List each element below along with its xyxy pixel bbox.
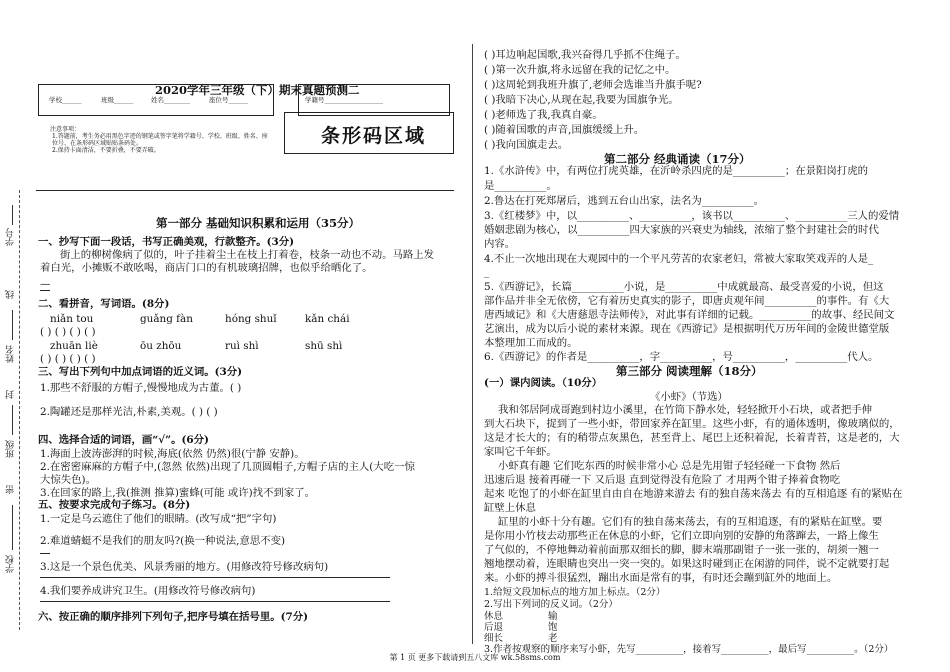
passage-line: 家叫它千年虾。 — [484, 446, 557, 458]
passage-line: 起来 吃饱了的小虾在缸里自由自在地游来游去 有的独自荡来荡去 有的互相追逐 有的紧贴在 — [484, 488, 903, 500]
p2-line: 6.《西游记》的作者是__________，字__________，号__________，__________代人。 — [484, 351, 879, 363]
info-seat[interactable]: 座位号______ — [209, 96, 248, 104]
notes-title: 注意事项： — [50, 126, 81, 133]
antonym-word: 饱 — [548, 622, 558, 633]
p2-line: 5.《西游记》，长篇__________小说，是__________中成就最高、最受喜爱的小说，但这 — [484, 281, 884, 293]
q1-answer-line — [40, 290, 50, 291]
page-title: 2020学年三年级（下）期末真题预测二 — [155, 83, 360, 97]
q5-sentence: 4.我们要养成讲究卫生。(用修改符号修改病句) — [40, 585, 256, 597]
info-name[interactable]: 姓名________ — [151, 96, 190, 104]
note-line: 位号、在条形码区域贴贴条码处。 — [52, 140, 143, 147]
q-line: 1.给短文段加标点的地方加上标点。（2分） — [484, 587, 666, 598]
q5-answer-line — [40, 553, 50, 554]
antonym-word: 休息 — [484, 611, 504, 622]
pinyin: zhuān liè — [50, 340, 98, 352]
note-line: 2.保持卡面清洁，不要折叠，不要弄破。 — [52, 147, 160, 154]
passage-line: 来。小虾的搏斗很猛烈，蹦出水面是常有的事，有时还会蹦到缸外的地面上。 — [484, 572, 838, 584]
passage-line: 这是才长大的；有的稍带点灰黑色，甚至背上、尾巴上还积着泥，长着青苔，这是老的，大 — [484, 432, 900, 444]
q3-sentence: 2.陶罐还是那样光洁,朴素,美观。( ) ( ) — [40, 406, 218, 418]
p2-line: 艺演出，成为以后小说的素材来源。现在《西游记》是根据明代万历年间的金陵世德堂版 — [484, 323, 890, 335]
q5-title: 五、按要求完成句子练习。(8分) — [38, 499, 191, 511]
barcode-area — [284, 112, 454, 154]
answer-parens[interactable]: ( ) ( ) ( ) ( ) — [40, 353, 96, 365]
pinyin: guǎng fàn — [140, 313, 193, 325]
pinyin: shū shì — [305, 340, 343, 352]
antonym-word: 细长 — [484, 633, 504, 644]
sidebar-label-student-id: 学号 — [6, 228, 16, 246]
q4-title: 四、选择合适的词语，画“√”。(6分) — [38, 434, 209, 446]
q1-text-line: 街上的柳树像病了似的，叶子挂着尘土在枝上打着卷，枝条一动也不动。马路上发 — [60, 249, 435, 261]
sidebar-label-sealed: 密 — [6, 485, 16, 494]
sidebar-label-line: 线 — [6, 290, 16, 299]
sidebar-underline — [12, 505, 13, 550]
p2-line: 婚姻悲剧为核心，以__________四大家族的兴衰史为轴线，浓缩了整个封建社会的时代 — [484, 224, 879, 236]
passage-line: 小虾真有趣 它们吃东西的时候非常小心 总是先用钳子轻轻碰一下食物 然后 — [498, 460, 841, 472]
part3-title: 第三部分 阅读理解（18分） — [616, 364, 763, 378]
p2-line: 4.不止一次地出现在大观园中的一个平凡劳苦的农家老妇，常被大家取笑戏弄的人是_ — [484, 253, 874, 265]
q-line: 2.写出下列词的反义词。（2分） — [484, 599, 618, 610]
q5-answer-line — [40, 577, 390, 578]
q1-answer-dash[interactable]: — — [40, 278, 51, 290]
p2-line: 1.《水浒传》中，有两位打虎英雄，在沂岭杀四虎的是__________；在景阳岗打虎的 — [484, 165, 868, 177]
order-item[interactable]: ( )我向国旗走去。 — [484, 139, 569, 151]
passage-line: 我和邻居阿成哥跑到村边小溪里，在竹筒下静水处，轻轻掀开小石块，或者把手伸 — [498, 404, 873, 416]
passage-line: 到大石块下，捉到了一些小虾，带回家养在缸里。这些小虾，有的通体透明，像玻璃似的， — [484, 418, 900, 430]
q3-order-line: 3.作者按观察的顺序来写小虾，先写__________，接着写__________，最后写__________。（2分） — [484, 644, 894, 655]
sidebar-label-class: 班级 — [6, 440, 16, 458]
order-item[interactable]: ( )耳边响起国歌,我兴奋得几乎抓不住绳子。 — [484, 49, 686, 61]
q4-sentence: 3.在回家的路上,我(推测 推算)蜜蜂(可能 或许)找不到家了。 — [40, 487, 316, 499]
p2-line: 内容。 — [484, 238, 516, 250]
p2-line: 2.鲁达在打死郑屠后，逃到五台山出家，法名为__________。 — [484, 195, 765, 207]
sidebar-label-seal: 封 — [6, 390, 16, 399]
note-line: 1.答题前，考生务必用黑色字迹的钢笔或签字笔将学籍号、学校、班级、姓名、座 — [52, 133, 268, 140]
p2-line: 本整理加工而成的。 — [484, 337, 578, 349]
sub1-title: (一）课内阅读。（10分） — [484, 377, 603, 389]
q1-title: 一、抄写下面一段话，书写正确美观，行款整齐。(3分) — [38, 236, 295, 248]
fold-dashed-line — [19, 190, 20, 630]
page-footer: 第 1 页 更多下载请到五八文库 wk.58sms.com — [389, 653, 561, 662]
p2-line: 唐西域记》和《大唐慈恩寺法师传》，对此事有详细的记载。__________的故事、经民间文 — [484, 309, 895, 321]
p2-line: 是__________。 — [484, 180, 557, 192]
sidebar-underline — [12, 405, 13, 435]
sidebar-underline — [12, 205, 13, 225]
antonym-word: 老 — [548, 633, 558, 644]
order-item[interactable]: ( )这周轮到我班升旗了,老师会选谁当升旗手呢? — [484, 79, 702, 91]
column-divider — [472, 44, 473, 644]
passage-line: 缸壁上休息 — [484, 502, 536, 514]
q2-title: 二、看拼音，写词语。(8分) — [38, 298, 170, 310]
pinyin: hóng shuǐ — [225, 313, 277, 325]
pinyin: ruì shì — [225, 340, 259, 352]
part1-title: 第一部分 基础知识积累和运用（35分） — [156, 216, 361, 230]
q4-sentence: 2.在密密麻麻的方帽子中,(忽然 依然)出现了几顶圆帽子,方帽子店的主人(大吃一惊 — [40, 461, 415, 473]
pinyin: ōu zhōu — [140, 340, 182, 352]
exam-id-field[interactable]: 学籍号__________________ — [305, 96, 383, 104]
pinyin: niǎn tou — [50, 313, 94, 325]
passage-title: 《小虾》（节选） — [650, 391, 728, 403]
order-item[interactable]: ( )随着国歌的声音,国旗缓缓上升。 — [484, 124, 645, 136]
barcode-label: 条形码区域 — [321, 125, 427, 147]
q5-answer-line — [40, 601, 390, 602]
passage-line: 翘地摆动着，连眼睛也突出一突一突的。如果这时碰到正在闲游的同伴，说不定就要打起 — [484, 558, 890, 570]
sidebar-label-school: 学校 — [6, 555, 16, 573]
q5-sentence: 3.这是一个景色优美、风景秀丽的地方。(用修改符号修改病句) — [40, 561, 329, 573]
pinyin: kǎn chái — [305, 313, 350, 325]
passage-line: 了气似的，不停地舞动着前面那双细长的脚，脚末端那副钳子一张一张的，胡须一翘一 — [484, 544, 879, 556]
q5-sentence: 2.难道蜻蜓不是我们的朋友吗?(换一种说法,意思不变) — [40, 535, 286, 547]
p2-line: 3.《红楼梦》中，以__________、__________，该书以__________、__________三人的爱情 — [484, 210, 900, 222]
student-info-box — [38, 84, 274, 116]
info-class[interactable]: 班级______ — [101, 96, 134, 104]
binding-margin — [0, 0, 30, 672]
q5-sentence: 1.一定是乌云遮住了他们的眼睛。(改写成“把”字句) — [40, 513, 277, 525]
order-item[interactable]: ( )我暗下决心,从现在起,我要为国旗争光。 — [484, 94, 679, 106]
antonym-word: 输 — [548, 611, 558, 622]
q3-sentence: 1.那些不舒服的方帽子,慢慢地成为古董。( ) — [40, 382, 242, 394]
q4-sentence: 大惊失色)。 — [40, 474, 97, 486]
antonym-word: 后退 — [484, 622, 504, 633]
order-item[interactable]: ( )老师选了我,我真自豪。 — [484, 109, 603, 121]
p2-line: 部作品并非全无依傍，它有着历史真实的影子，即唐贞观年间__________的事件。有《大 — [484, 295, 890, 307]
sidebar-label-name: 姓名 — [6, 345, 16, 363]
passage-line: 迅速后退 接着再碰一下 又后退 直到觉得没有危险了 才用两个钳子捧着食物吃 — [484, 474, 841, 486]
passage-line: 缸里的小虾十分有趣。它们有的独自荡来荡去，有的互相追逐，有的紧贴在缸壁。要 — [498, 516, 883, 528]
q1-text-line: 着白光，小摊贩不敢吆喝，商店门口的有机玻璃招牌，也似乎给晒化了。 — [40, 262, 373, 274]
order-item[interactable]: ( )第一次升旗,将永远留在我的记忆之中。 — [484, 64, 676, 76]
passage-line: 是你用小竹枝去动那些正在休息的小虾，它们立即向别的安静的角落蹿去，一路上像生 — [484, 530, 879, 542]
answer-parens[interactable]: ( ) ( ) ( ) ( ) — [40, 326, 96, 338]
info-school[interactable]: 学校______ — [49, 96, 82, 104]
q3-title: 三、写出下列句中加点词语的近义词。(3分) — [38, 366, 243, 378]
part2-title: 第二部分 经典诵读（17分） — [604, 152, 751, 166]
p2-line: _ — [484, 266, 490, 278]
q6-title: 六、按正确的顺序排列下列句子,把序号填在括号里。(7分) — [38, 611, 309, 623]
q4-sentence: 1.海面上波涛澎湃的时候,海底(依然 仍然)很(宁静 安静)。 — [40, 448, 305, 460]
header-divider — [36, 190, 454, 191]
sidebar-underline — [12, 310, 13, 340]
